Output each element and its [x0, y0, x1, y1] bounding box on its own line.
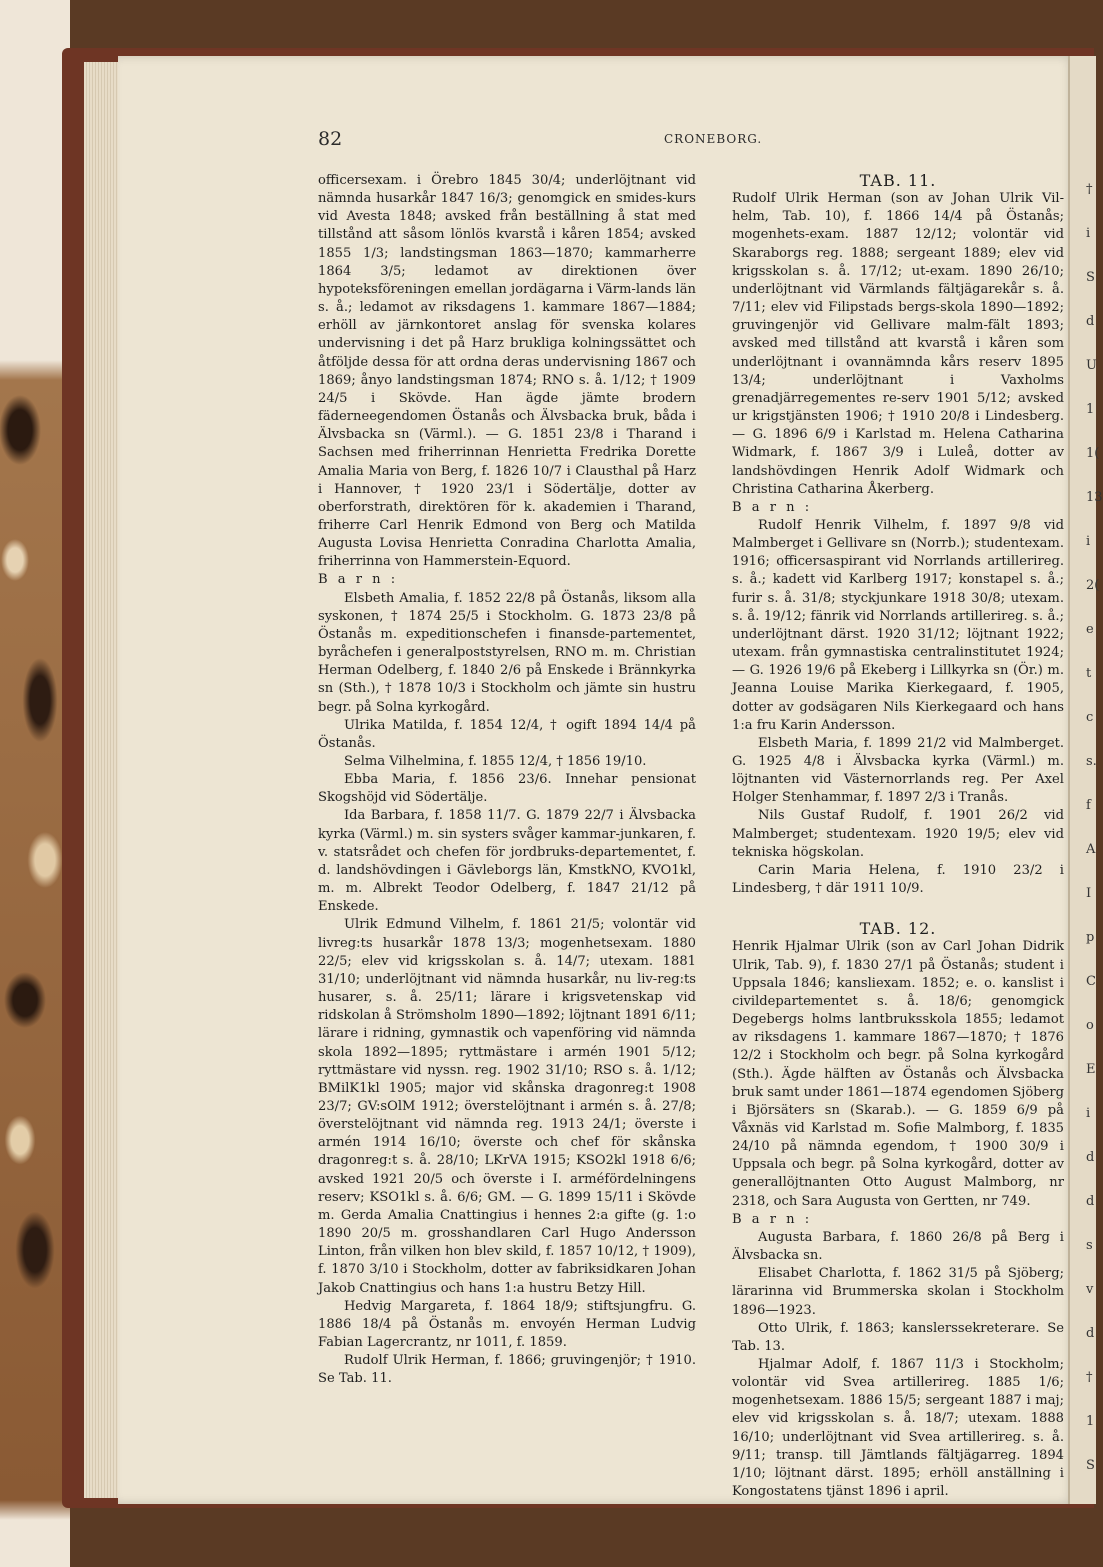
right-column	[732, 172, 1064, 1501]
facing-page-fragment: I	[1086, 886, 1092, 901]
facing-page-fragment: v	[1086, 1282, 1094, 1297]
entry-paragraph: Ulrika Matilda, f. 1854 12/4, † ogift 1894 14/4 på Östanås.	[318, 717, 696, 751]
facing-page-fragment: d	[1086, 1150, 1095, 1165]
facing-page-fragment: i	[1086, 1106, 1091, 1121]
facing-page-fragment: A	[1086, 842, 1096, 857]
facing-page-fragment: p	[1086, 930, 1095, 945]
entry-paragraph: Hjalmar Adolf, f. 1867 11/3 i Stockholm; volontär vid Svea artillerireg. 1885 1/6; mogenhetsexam. 1886 15/5; sergeant 1887 i maj; elev vid krigsskolan s. å. 18/7; utexam. 1888 16/10; underlöjtnant vid Svea artillerireg. s. å. 9/11; transp. till Jämtlands fältjägarreg. 1894 1/10; löjtnant därst. 1895; erhöll anställning i Kongostatens tjänst 1896 i april.	[732, 1357, 1064, 1500]
entry-paragraph: Rudolf Ulrik Herman (son av Johan Ulrik Vil-helm, Tab. 10), f. 1866 14/4 på Östanås; mogenhets-exam. 1887 12/12; volontär vid Skaraborgs reg. 1888; sergeant 1889; elev vid krigsskolan s. å. 17/12; ut-exam. 1890 26/10; underlöjtnant vid Värmlands fältjägarekår s. å. 7/11; elev vid Filipstads bergs-skola 1890—1892; gruvingenjör vid Gellivare malm-fält 1893; avsked med tillstånd att kvarstå i kåren som underlöjtnant i ovannämnda kårs reserv 1895 13/4; underlöjtnant i Vaxholms grenadjärregementes re-serv 1901 5/12; avsked ur krigstjänsten 1906; † 1910 20/8 i Lindesberg. — G. 1896 6/9 i Karlstad m. Helena Catharina Widmark, f. 1867 3/9 i Luleå, dotter av landshövdingen Henrik Adolf Widmark och Christina Catharina Åkerberg.	[732, 191, 1064, 497]
facing-page-fragment: s	[1086, 1238, 1093, 1253]
page-number: 82	[318, 128, 343, 150]
facing-page-edge	[1068, 56, 1103, 1504]
facing-page-fragment: 1	[1086, 1414, 1095, 1429]
table-heading: TAB. 11.	[859, 171, 937, 190]
entry-paragraph: Henrik Hjalmar Ulrik (son av Carl Johan Didrik Ulrik, Tab. 9), f. 1830 27/1 på Östanås; student i Uppsala 1846; kansliexam. 1852; e. o. kanslist i civildepartementet s. å. 18/6; genomgick Degebergs holms lantbruksskola 1855; ledamot av riksdagens 1. kammare 1867—1870; † 1876 12/2 i Stockholm och begr. på Solna kyrkogård (Sth.). Ägde hälften av Östanås och Älvsbacka bruk samt under 1861—1874 egendomen Sjöberg i Björsäters sn (Skarab.). — G. 1859 6/9 på Våxnäs vid Karlstad m. Sofie Malmborg, f. 1835 24/10 på nämnda egendom, † 1900 30/9 i Uppsala och begr. på Solna kyrkogård, dotter av generallöjtnanten Otto August Malmborg, nr 2318, och Sara Augusta von Gertten, nr 749.	[732, 939, 1064, 1209]
facing-page-fragment: 2(	[1086, 578, 1100, 593]
facing-page-fragment: S	[1086, 1458, 1095, 1473]
facing-page-fragment: E	[1086, 1062, 1096, 1077]
facing-page-fragment: C	[1086, 974, 1096, 989]
page-header	[318, 128, 778, 152]
children-heading: B a r n :	[732, 1211, 813, 1227]
facing-page-fragment: 13	[1086, 490, 1103, 505]
facing-page-fragment: t	[1086, 666, 1092, 681]
entry-paragraph: Augusta Barbara, f. 1860 26/8 på Berg i Älvsbacka sn.	[732, 1229, 1064, 1264]
facing-page-fragment: U	[1086, 358, 1097, 373]
entry-paragraph: officersexam. i Örebro 1845 30/4; underlöjtnant vid nämnda husarkår 1847 16/3; genomgick en smides-kurs vid Avesta 1848; avsked från beställning å stat med tillstånd att såsom lönlös kvarstå i kåren 1854; avsked 1855 1/3; landstingsman 1863—1870; kammarherre 1864 3/5; ledamot av direktionen över hypoteksföreningen emellan jordägarna i Värm-lands län s. å.; ledamot av riksdagens 1. kammare 1867—1884; erhöll av järnkontoret anslag för svenska kolares undervisning i det på Harz brukliga kolningssättet och åtföljde dessa för att ordna deras undervisning 1867 och 1869; ånyo landstingsman 1874; RNO s. å. 1/12; † 1909 24/5 i Skövde. Han ägde jämte brodern fäderneegendomen Östanås och Älvsbacka bruk, båda i Älvsbacka sn (Värml.). — G. 1851 23/8 i Tharand i Sachsen med friherrinnan Henrietta Fredrika Dorette Amalia Maria von Berg, f. 1826 10/7 i Clausthal på Harz i Hannover, † 1920 23/1 i Södertälje, dotter av oberforstrath, direktören för k. akademien i Tharand, friherre Carl Henrik Edmond von Berg och Matilda Augusta Lovisa Henrietta Conradina Charlotta Amalia, friherrinna von Hammerstein-Equord.	[318, 173, 696, 570]
children-heading: B a r n :	[732, 499, 813, 515]
entry-paragraph: Ulrik Edmund Vilhelm, f. 1861 21/5; volontär vid livreg:ts husarkår 1878 13/3; mogenhetsexam. 1880 22/5; elev vid krigsskolan s. å. 14/7; utexam. 1881 31/10; underlöjtnant vid nämnda husarkår, nu liv-reg:ts husarer, s. å. 25/11; lärare i krigsvetenskap vid ridskolan å Strömsholm 1890—1892; löjtnant 1891 6/11; lärare i ridning, gymnastik och vapenföring vid nämnda skola 1892—1895; ryttmästare i armén 1901 5/12; ryttmästare vid nyssn. reg. 1902 31/10; RSO s. å. 1/12; BMilK1kl 1905; major vid skånska dragonreg:t 1908 23/7; GV:sOlM 1912; överstelöjtnant i armén s. å. 27/8; överstelöjtnant vid nämnda reg. 1913 24/1; överste i armén 1914 16/10; överste och chef för skånska dragonreg:t s. å. 28/10; LKrVA 1915; KSO2kl 1918 6/6; avsked 1921 20/5 och överste i I. arméfördelningens reserv; KSO1kl s. å. 6/6; GM. — G. 1899 15/11 i Skövde m. Gerda Amalia Cnattingius i hennes 2:a gifte (g. 1:o 1890 20/5 m. grosshandlaren Carl Hugo Andersson Linton, från vilken hon blev skild, f. 1857 10/12, † 1909), f. 1870 3/10 i Stockholm, dotter av fabriksidkaren Johan Jakob Cnattingius och hans 1:a hustru Betzy Hill.	[318, 917, 696, 1296]
entry-paragraph: Elsbeth Amalia, f. 1852 22/8 på Östanås, liksom alla syskonen, † 1874 25/5 i Stockholm. G. 1873 23/8 på Östanås m. expeditionschefen i finansde-partementet, byråchefen i generalpoststyrelsen, RNO m. m. Christian Herman Odelberg, f. 1840 2/6 på Enskede i Brännkyrka sn (Sth.), † 1878 10/3 i Stockholm och jämte sin hustru begr. på Solna kyrkogård.	[318, 590, 696, 715]
facing-page-fragment: 1	[1086, 402, 1095, 417]
left-column	[318, 172, 696, 1388]
entry-paragraph: Elsbeth Maria, f. 1899 21/2 vid Malmberget. G. 1925 4/8 i Älvsbacka kyrka (Värml.) m. löjtnanten vid Västernorrlands reg. Per Axel Holger Stenhammar, f. 1897 2/3 i Tranås.	[732, 735, 1064, 806]
facing-page-fragment: †	[1086, 1370, 1093, 1385]
facing-page-fragment: S	[1086, 270, 1095, 285]
running-head: CRONEBORG.	[664, 132, 763, 146]
facing-page-fragment: e	[1086, 622, 1094, 637]
facing-page-fragment: c	[1086, 710, 1094, 725]
facing-page-fragment: o	[1086, 1018, 1094, 1033]
facing-page-fragment: f	[1086, 798, 1091, 813]
entry-paragraph: Selma Vilhelmina, f. 1855 12/4, † 1856 19/10.	[344, 754, 647, 769]
entry-paragraph: Ida Barbara, f. 1858 11/7. G. 1879 22/7 i Älvsbacka kyrka (Värml.) m. sin systers svåger kammar-junkaren, f. v. statsrådet och chefen för jordbruks-departementet, f. d. landshövdingen i Gävleborgs län, KmstkNO, KVO1kl, m. m. Albrekt Teodor Odelberg, f. 1847 21/12 på Enskede.	[318, 808, 696, 915]
entry-paragraph: Otto Ulrik, f. 1863; kanslerssekreterare. Se Tab. 13.	[732, 1320, 1064, 1354]
facing-page-fragment: i	[1086, 534, 1091, 549]
entry-paragraph: Elisabet Charlotta, f. 1862 31/5 på Sjöberg; lärarinna vid Brummerska skolan i Stockholm 1896—1923.	[732, 1266, 1064, 1318]
children-heading: B a r n :	[318, 572, 399, 588]
entry-paragraph: Nils Gustaf Rudolf, f. 1901 26/2 vid Malmberget; studentexam. 1920 19/5; elev vid tekniska högskolan.	[732, 808, 1064, 860]
facing-page-fragment: s.	[1086, 754, 1097, 769]
facing-page-fragment: †	[1086, 182, 1093, 197]
marbled-endpaper	[0, 0, 70, 1567]
entry-paragraph: Rudolf Henrik Vilhelm, f. 1897 9/8 vid Malmberget i Gellivare sn (Norrb.); studentexam. 1916; officersaspirant vid Norrlands artillerireg. s. å.; kadett vid Karlberg 1917; konstapel s. å.; furir s. å. 31/8; styckjunkare 1918 30/8; utexam. s. å. 19/12; fänrik vid Norrlands artillerireg. s. å.; underlöjtnant därst. 1920 31/12; löjtnant 1922; utexam. från gymnastiska centralinstitutet 1924; — G. 1926 19/6 på Ekeberg i Lillkyrka sn (Ör.) m. Jeanna Louise Marika Kierkegaard, f. 1905, dotter av godsägaren Nils Kierkegaard och hans 1:a fru Karin Andersson.	[732, 517, 1064, 733]
facing-page-fragment: 1(	[1086, 446, 1100, 461]
entry-paragraph: Carin Maria Helena, f. 1910 23/2 i Lindesberg, † där 1911 10/9.	[732, 862, 1064, 897]
entry-paragraph: Ebba Maria, f. 1856 23/6. Innehar pensionat Skogshöjd vid Södertälje.	[318, 772, 696, 806]
facing-page-fragment: d	[1086, 314, 1095, 329]
facing-page-fragment: i	[1086, 226, 1091, 241]
entry-paragraph: Rudolf Ulrik Herman, f. 1866; gruvingenjör; † 1910. Se Tab. 11.	[318, 1353, 696, 1387]
table-heading: TAB. 12.	[859, 919, 937, 939]
facing-page-fragment: d	[1086, 1326, 1095, 1341]
entry-paragraph: Hedvig Margareta, f. 1864 18/9; stiftsjungfru. G. 1886 18/4 på Östanås m. envoyén Herman Ludvig Fabian Lagercrantz, nr 1011, f. 1859.	[318, 1298, 696, 1350]
facing-page-fragment: d	[1086, 1194, 1095, 1209]
